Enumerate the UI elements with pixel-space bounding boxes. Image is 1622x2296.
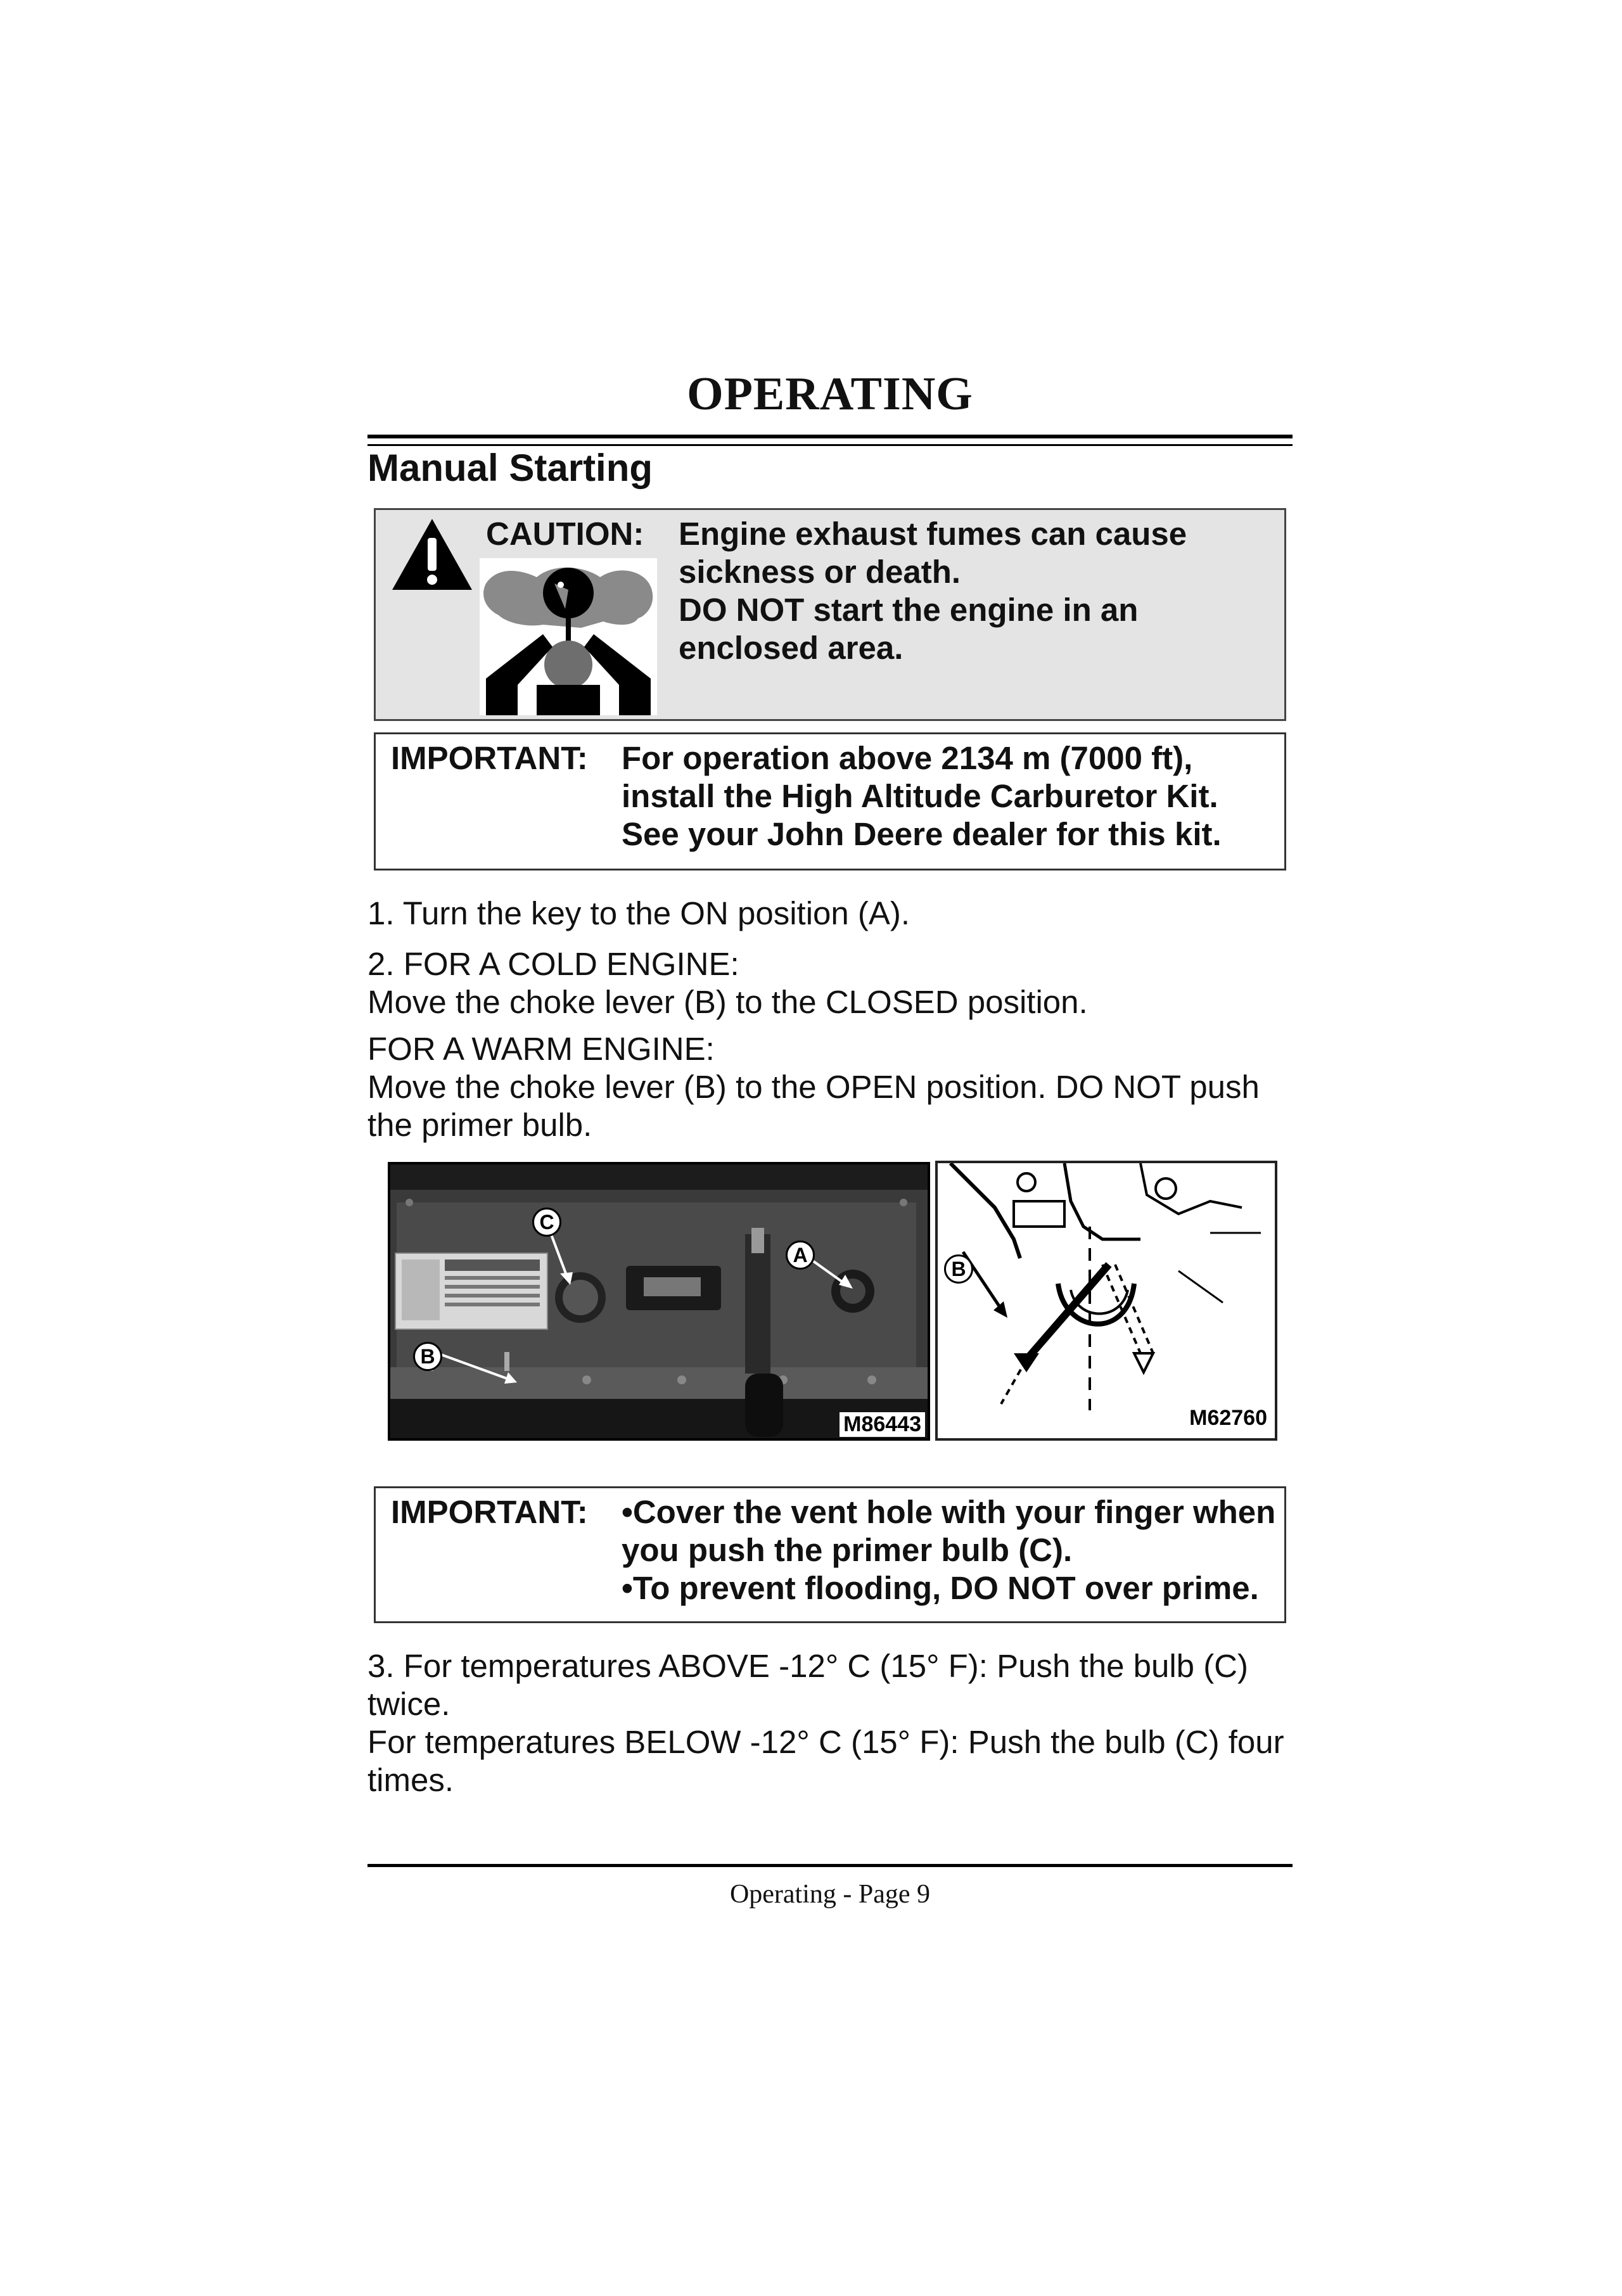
figure-code: M86443 [840, 1412, 925, 1437]
step-2-cold-heading: 2. FOR A COLD ENGINE: [367, 946, 739, 982]
step-3-line: twice. [367, 1686, 450, 1722]
step-1: 1. Turn the key to the ON position (A). [367, 895, 910, 931]
important-box-primer [374, 1486, 1286, 1623]
page-footer: Operating - Page 9 [729, 1880, 931, 1909]
footer-rule [367, 1864, 1293, 1867]
important-text [622, 1493, 1280, 1607]
page-title: OPERATING [687, 368, 973, 420]
callout-a: A [786, 1240, 815, 1270]
important-label: IMPORTANT: [391, 1494, 588, 1530]
important-line: See your John Deere dealer for this kit. [622, 816, 1222, 852]
figure-code: M62760 [1189, 1406, 1267, 1430]
important-line: •Cover the vent hole with your finger when [622, 1494, 1276, 1530]
control-panel-illustration [390, 1164, 928, 1438]
warning-triangle-icon [390, 516, 475, 592]
caution-label: CAUTION: [486, 516, 644, 552]
exhaust-fumes-hazard-icon [480, 558, 657, 715]
section-heading: Manual Starting [367, 447, 653, 489]
step-3 [367, 1647, 1293, 1799]
important-label: IMPORTANT: [391, 740, 588, 776]
important-box-altitude [374, 732, 1286, 871]
important-line: install the High Altitude Carburetor Kit. [622, 778, 1218, 814]
important-line: •To prevent flooding, DO NOT over prime. [622, 1570, 1259, 1606]
step-3-line: For temperatures BELOW -12° C (15° F): Push the bulb (C) four [367, 1724, 1284, 1760]
choke-lever-drawing [935, 1161, 1277, 1441]
callout-b-drawing: B [944, 1254, 973, 1284]
caution-line: Engine exhaust fumes can cause [679, 516, 1187, 552]
step-2-warm-line: the primer bulb. [367, 1107, 592, 1143]
important-line: you push the primer bulb (C). [622, 1532, 1073, 1568]
caution-box [374, 508, 1286, 721]
step-3-line: times. [367, 1762, 454, 1798]
important-text [622, 739, 1280, 853]
callout-c: C [532, 1208, 561, 1237]
caution-line: sickness or death. [679, 554, 961, 590]
step-2-cold-text: Move the choke lever (B) to the CLOSED position. [367, 984, 1088, 1020]
caution-line: DO NOT start the engine in an [679, 592, 1139, 628]
step-2-warm-line: Move the choke lever (B) to the OPEN position. DO NOT push [367, 1069, 1260, 1105]
control-panel-photo [388, 1162, 930, 1441]
step-2-warm-heading: FOR A WARM ENGINE: [367, 1031, 715, 1067]
important-line: For operation above 2134 m (7000 ft), [622, 740, 1193, 776]
caution-line: enclosed area. [679, 630, 904, 666]
callout-b: B [413, 1342, 442, 1371]
choke-lever-illustration [938, 1163, 1275, 1438]
title-double-rule [367, 435, 1293, 446]
caution-text [679, 515, 1274, 667]
step-2-warm-text [367, 1068, 1293, 1144]
step-3-line: 3. For temperatures ABOVE -12° C (15° F): Push the bulb (C) [367, 1648, 1248, 1684]
